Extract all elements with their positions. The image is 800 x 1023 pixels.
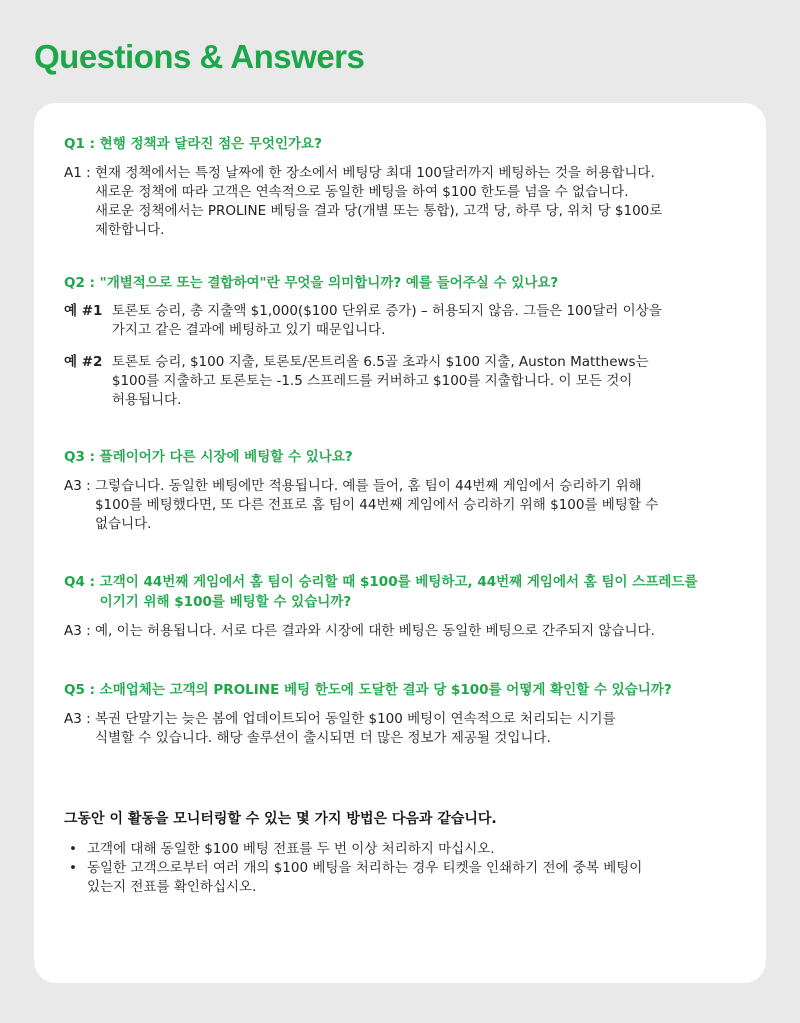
answer-line: 현재 정책에서는 특정 날짜에 한 장소에서 베팅당 최대 100달러까지 베팅하는 것을 허용합니다. [94, 165, 655, 181]
qa-item-2 [64, 273, 746, 410]
example-line: 허용됩니다. [111, 392, 182, 408]
qa-card [34, 103, 766, 983]
question-text: 플레이어가 다른 시장에 베팅할 수 있나요? [99, 449, 353, 465]
methods-title: 그동안 이 활동을 모니터링할 수 있는 몇 가지 방법은 다음과 같습니다. [64, 811, 497, 827]
qa-item-4 [64, 572, 746, 641]
list-item-text: 있는지 전표를 확인하십시오. [87, 879, 257, 895]
question-2 [64, 273, 746, 293]
example-line: 가지고 같은 결과에 베팅하고 있기 때문입니다. [111, 322, 386, 338]
question-number: Q1 : [64, 136, 100, 152]
question-number: Q5 : [64, 682, 100, 698]
answer-number: A3 : [64, 711, 95, 727]
question-5 [64, 680, 746, 700]
qa-item-1 [64, 134, 746, 240]
answer-line: $100를 베팅했다면, 또 다른 전표로 홈 팀이 44번째 게임에서 승리하기 위해 $100를 베팅할 수 [94, 497, 659, 513]
answer-4 [64, 622, 746, 641]
answer-line: 예, 이는 허용됩니다. 서로 다른 결과와 시장에 대한 베팅은 동일한 베팅으로 간주되지 않습니다. [94, 623, 655, 639]
question-number: Q4 : [64, 574, 100, 590]
question-number: Q2 : [64, 275, 100, 291]
bullet-icon: • [69, 860, 77, 876]
example-line: $100를 지출하고 토론토는 -1.5 스프레드를 커버하고 $100를 지출합니다. 이 모든 것이 [111, 373, 633, 389]
answer-3 [64, 477, 746, 534]
answer-line: 새로운 정책에서는 PROLINE 베팅을 결과 당(개별 또는 통합), 고객 당, 하루 당, 위치 당 $100로 [94, 203, 663, 219]
qa-item-3 [64, 447, 746, 534]
answer-line: 그렇습니다. 동일한 베팅에만 적용됩니다. 예를 들어, 홈 팀이 44번째 게임에서 승리하기 위해 [94, 478, 642, 494]
question-text: 현행 정책과 달라진 점은 무엇인가요? [99, 136, 322, 152]
example-line: 토론토 승리, 총 지출액 $1,000($100 단위로 증가) – 허용되지 않음. 그들은 100달러 이상을 [111, 303, 662, 319]
question-number: Q3 : [64, 449, 100, 465]
answer-line: 새로운 정책에 따라 고객은 연속적으로 동일한 베팅을 하여 $100 한도를 넘을 수 없습니다. [94, 184, 629, 200]
answer-line: 없습니다. [94, 516, 152, 532]
question-1 [64, 134, 746, 154]
question-4 [64, 572, 746, 612]
example-2 [64, 353, 746, 410]
question-text: 소매업체는 고객의 PROLINE 베팅 한도에 도달한 결과 당 $100를 어떻게 확인할 수 있습니까? [99, 682, 672, 698]
answer-line: 복권 단말기는 늦은 봄에 업데이트되어 동일한 $100 베팅이 연속적으로 처리되는 시기를 [94, 711, 616, 727]
answer-number: A1 : [64, 165, 95, 181]
list-item-text: 동일한 고객으로부터 여러 개의 $100 베팅을 처리하는 경우 티켓을 인쇄하기 전에 중복 베팅이 [87, 860, 643, 876]
example-1 [64, 302, 746, 340]
answer-number: A3 : [64, 623, 95, 639]
qa-item-5 [64, 680, 746, 748]
example-label: 예 #1 [64, 303, 112, 319]
answer-5 [64, 710, 746, 748]
list-item [64, 840, 746, 859]
question-text: 고객이 44번째 게임에서 홈 팀이 승리할 때 $100를 베팅하고, 44번째 게임에서 홈 팀이 스프레드를 [99, 574, 698, 590]
methods-list [64, 840, 746, 897]
example-label: 예 #2 [64, 354, 112, 370]
bullet-icon: • [69, 841, 77, 857]
page-title: Questions & Answers [34, 38, 365, 75]
question-3 [64, 447, 746, 467]
example-line: 토론토 승리, $100 지출, 토론토/몬트리올 6.5골 초과시 $100 지출, Auston Matthews는 [111, 354, 649, 370]
answer-number: A3 : [64, 478, 95, 494]
list-item-text: 고객에 대해 동일한 $100 베팅 전표를 두 번 이상 처리하지 마십시오. [87, 841, 495, 857]
answer-line: 식별할 수 있습니다. 해당 솔루션이 출시되면 더 많은 정보가 제공될 것입니다. [94, 730, 551, 746]
list-item [64, 859, 746, 897]
question-text: 이기기 위해 $100를 베팅할 수 있습니까? [99, 594, 352, 610]
answer-1 [64, 164, 746, 240]
answer-line: 제한합니다. [94, 222, 165, 238]
question-text: "개별적으로 또는 결합하여"란 무엇을 의미합니까? 예를 들어주실 수 있나요? [99, 275, 559, 291]
